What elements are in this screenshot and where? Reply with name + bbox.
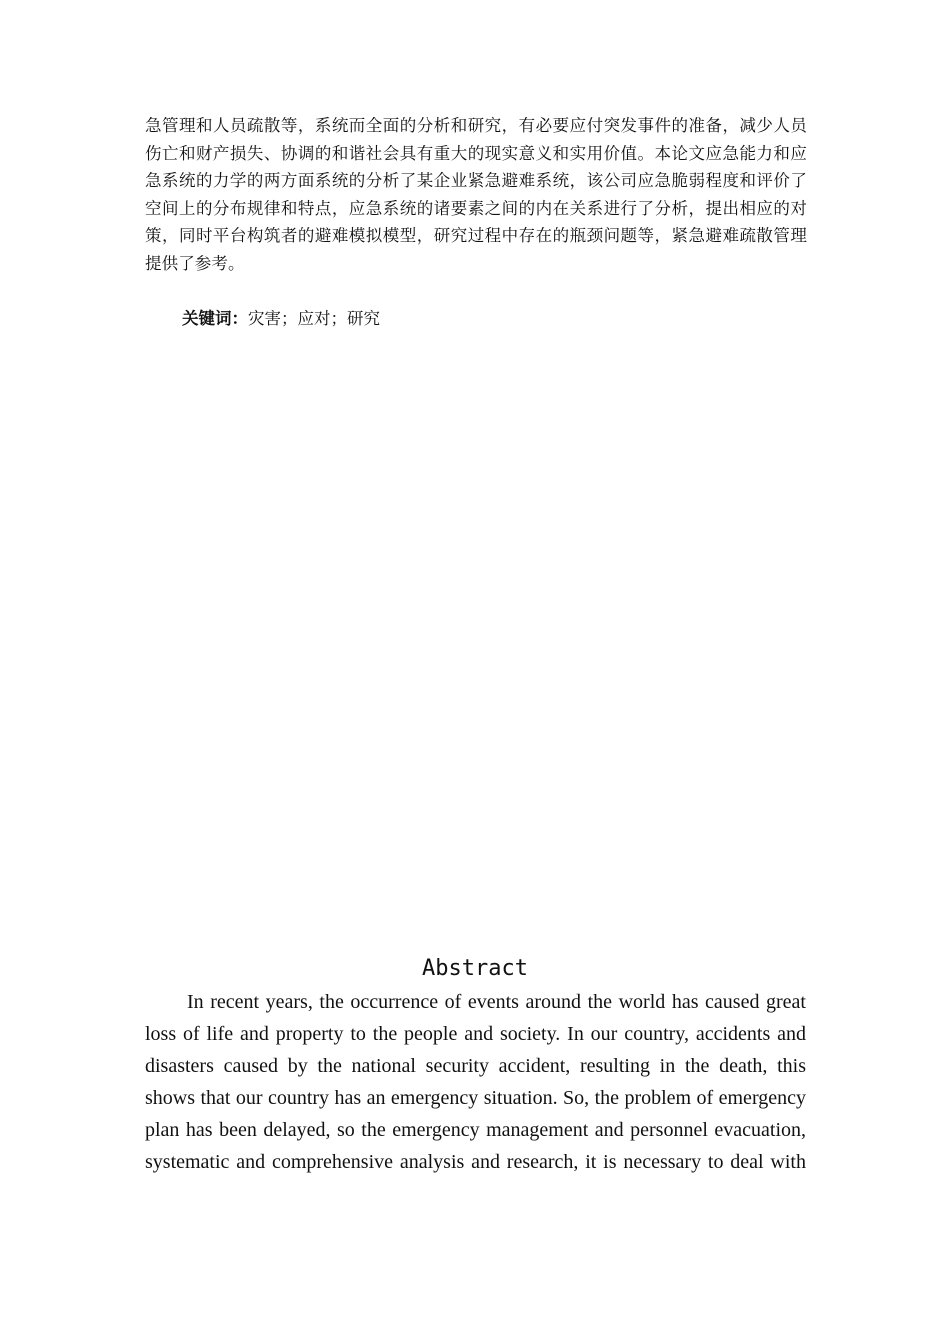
english-abstract-paragraph: In recent years, the occurrence of events around the world has caused great loss of life and property to the people and society. In our country, accidents and disasters caused by the national security accident, resulting in the death, this shows that our country has an emergency situation. So, the problem of emergency plan has been delayed, so the emergency management and personnel evacuation, systematic and comprehensive analysis and research, it is necessary to deal with [145, 991, 806, 1173]
keywords-label: 关键词： [182, 309, 248, 328]
abstract-heading: Abstract [422, 956, 528, 981]
chinese-abstract-paragraph: 急管理和人员疏散等，系统而全面的分析和研究，有必要应付突发事件的准备，减少人员伤亡和财产损失、协调的和谐社会具有重大的现实意义和实用价值。本论文应急能力和应急系统的力学的两方面系统的分析了某企业紧急避难系统，该公司应急脆弱程度和评价了空间上的分布规律和特点，应急系统的诸要素之间的内在关系进行了分析，提出相应的对策，同时平台构筑者的避难模拟模型，研究过程中存在的瓶颈问题等，紧急避难疏散管理提供了参考。 [145, 116, 807, 273]
keywords-value: 灾害；应对；研究 [248, 309, 380, 328]
keywords-line [182, 305, 380, 332]
